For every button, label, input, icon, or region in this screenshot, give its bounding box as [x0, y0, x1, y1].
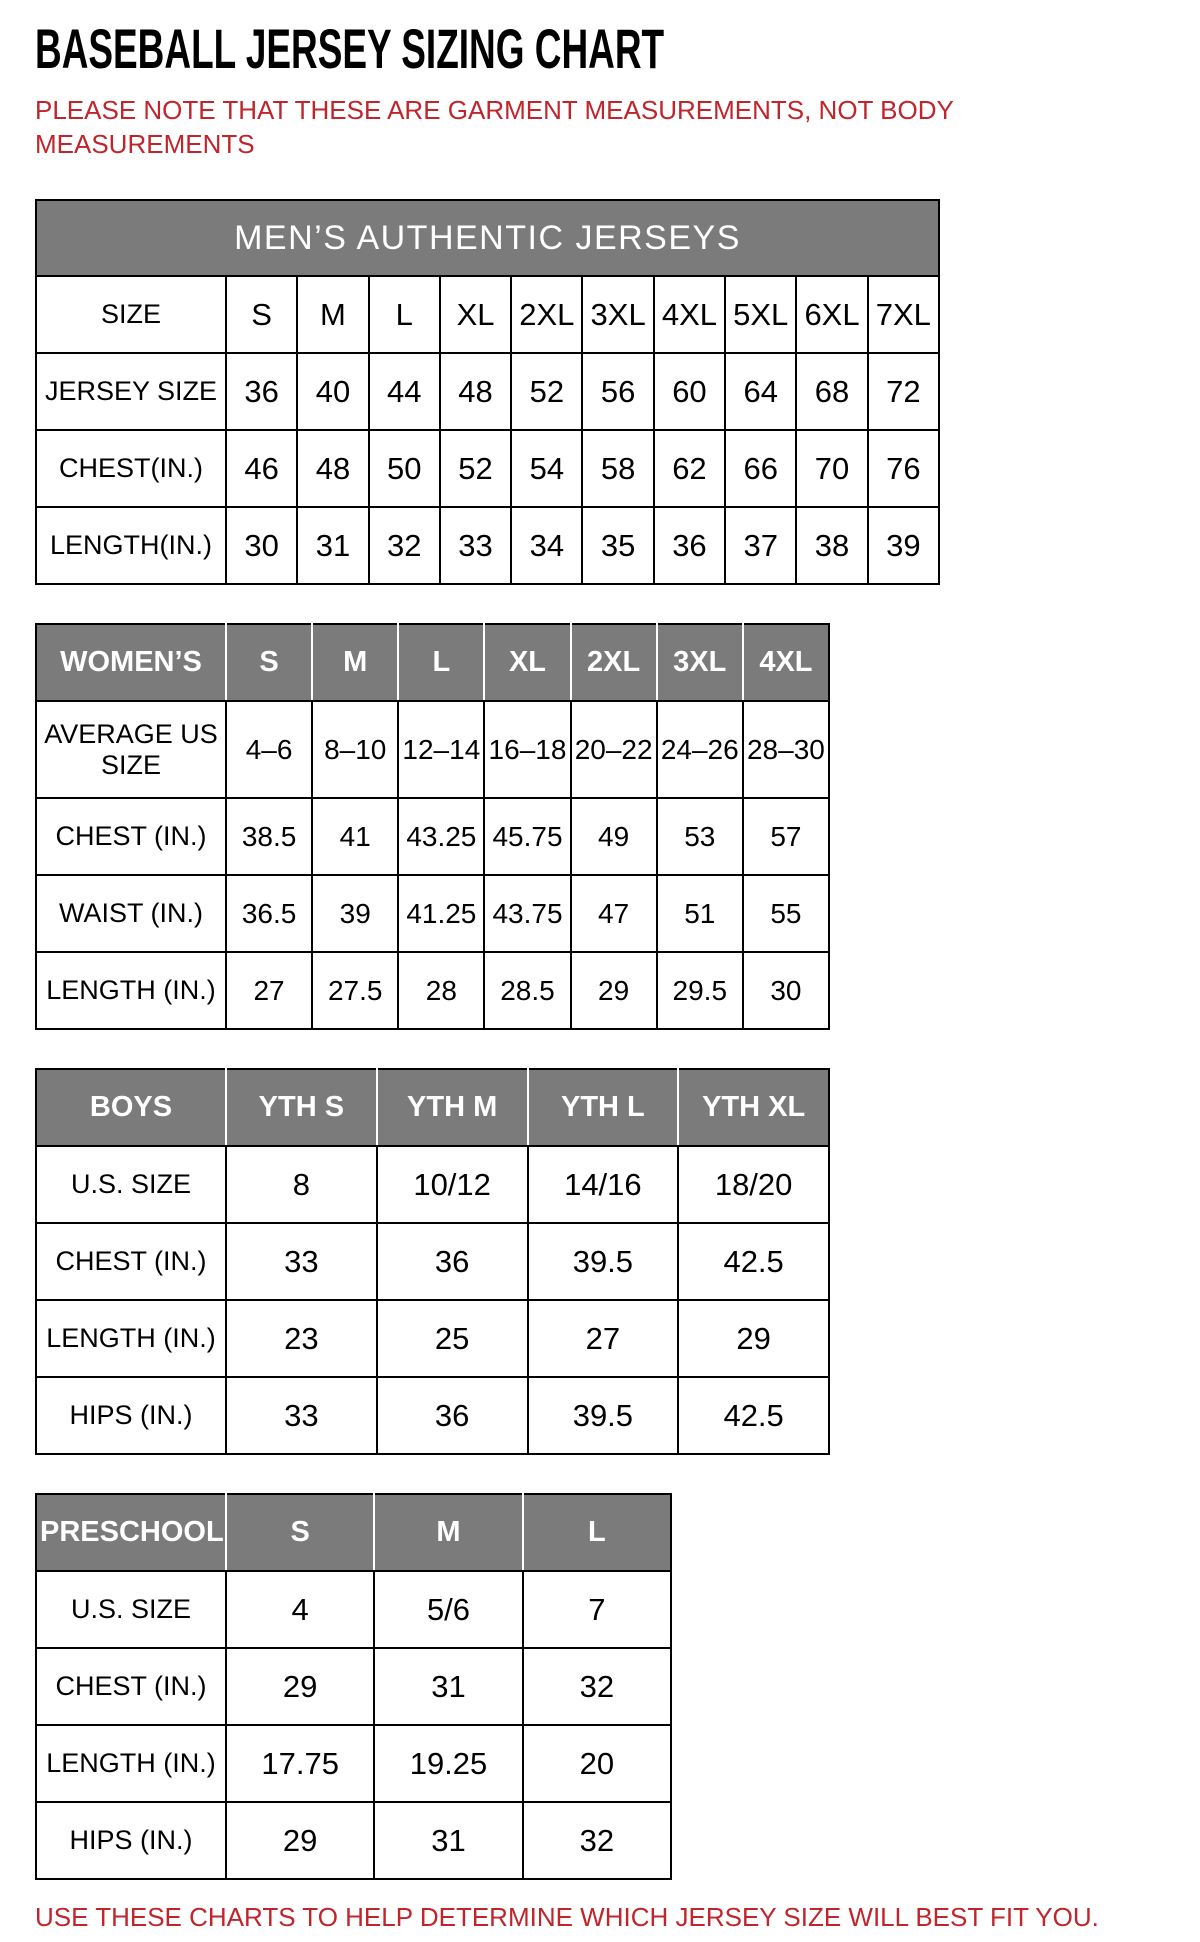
size-value-cell: 33: [440, 507, 511, 584]
size-value-cell: 27: [226, 952, 312, 1029]
column-header: 4XL: [743, 624, 829, 701]
size-value-cell: 32: [369, 507, 440, 584]
size-value-cell: 39: [868, 507, 939, 584]
size-value-cell: 36: [377, 1377, 528, 1454]
table-row: [36, 1300, 829, 1377]
column-header: YTH L: [528, 1069, 679, 1146]
row-label: CHEST(IN.): [36, 430, 226, 507]
size-value-cell: 4: [226, 1571, 374, 1648]
size-value-cell: 5/6: [374, 1571, 522, 1648]
size-value-cell: 8: [226, 1146, 377, 1223]
size-value-cell: 57: [743, 798, 829, 875]
size-value-cell: 48: [440, 353, 511, 430]
size-value-cell: 31: [297, 507, 368, 584]
table-title-cell: PRESCHOOL: [36, 1494, 226, 1571]
size-value-cell: 34: [511, 507, 582, 584]
preschool-table-body: [36, 1494, 671, 1879]
row-label: LENGTH (IN.): [36, 952, 226, 1029]
size-value-cell: 50: [369, 430, 440, 507]
size-value-cell: 6XL: [796, 276, 867, 353]
table-row: [36, 1223, 829, 1300]
size-value-cell: 54: [511, 430, 582, 507]
table-row: [36, 430, 939, 507]
size-value-cell: 45.75: [484, 798, 570, 875]
column-header: XL: [484, 624, 570, 701]
size-value-cell: 76: [868, 430, 939, 507]
size-value-cell: 36.5: [226, 875, 312, 952]
table-header-row: [36, 1069, 829, 1146]
size-value-cell: 29: [226, 1648, 374, 1725]
size-value-cell: 2XL: [511, 276, 582, 353]
size-value-cell: 18/20: [678, 1146, 829, 1223]
table-row: [36, 276, 939, 353]
column-header: M: [374, 1494, 522, 1571]
column-header: M: [312, 624, 398, 701]
size-value-cell: 28–30: [743, 701, 829, 798]
size-value-cell: 29: [571, 952, 657, 1029]
size-value-cell: 66: [725, 430, 796, 507]
row-label: AVERAGE US SIZE: [36, 701, 226, 798]
table-row: [36, 952, 829, 1029]
size-value-cell: 48: [297, 430, 368, 507]
size-value-cell: 56: [582, 353, 653, 430]
size-value-cell: 36: [377, 1223, 528, 1300]
size-value-cell: 29.5: [657, 952, 743, 1029]
column-header: YTH M: [377, 1069, 528, 1146]
size-value-cell: 36: [654, 507, 725, 584]
size-value-cell: 5XL: [725, 276, 796, 353]
size-value-cell: 37: [725, 507, 796, 584]
preschool-sizing-table: [35, 1493, 672, 1880]
row-label: CHEST (IN.): [36, 1648, 226, 1725]
column-header: YTH S: [226, 1069, 377, 1146]
row-label: WAIST (IN.): [36, 875, 226, 952]
table-row: [36, 1377, 829, 1454]
fit-recommendation-note: USE THESE CHARTS TO HELP DETERMINE WHICH JERSEY SIZE WILL BEST FIT YOU.: [35, 1902, 1099, 1933]
size-value-cell: 31: [374, 1802, 522, 1879]
size-value-cell: 27: [528, 1300, 679, 1377]
size-value-cell: 44: [369, 353, 440, 430]
table-banner-row: [36, 200, 939, 276]
table-title-cell: WOMEN’S: [36, 624, 226, 701]
size-value-cell: 38.5: [226, 798, 312, 875]
size-value-cell: 49: [571, 798, 657, 875]
size-value-cell: 64: [725, 353, 796, 430]
size-value-cell: 33: [226, 1377, 377, 1454]
size-value-cell: 52: [511, 353, 582, 430]
table-banner: MEN’S AUTHENTIC JERSEYS: [36, 200, 939, 276]
garment-measurement-note: PLEASE NOTE THAT THESE ARE GARMENT MEASUREMENTS, NOT BODY MEASUREMENTS: [35, 94, 954, 160]
size-value-cell: 62: [654, 430, 725, 507]
size-value-cell: 33: [226, 1223, 377, 1300]
size-value-cell: 32: [523, 1802, 671, 1879]
size-value-cell: 58: [582, 430, 653, 507]
size-value-cell: 30: [226, 507, 297, 584]
size-value-cell: 23: [226, 1300, 377, 1377]
size-value-cell: 72: [868, 353, 939, 430]
table-row: [36, 1648, 671, 1725]
table-row: [36, 353, 939, 430]
size-value-cell: 7XL: [868, 276, 939, 353]
row-label: LENGTH(IN.): [36, 507, 226, 584]
size-value-cell: 10/12: [377, 1146, 528, 1223]
size-value-cell: 55: [743, 875, 829, 952]
row-label: HIPS (IN.): [36, 1802, 226, 1879]
size-value-cell: M: [297, 276, 368, 353]
column-header: 2XL: [571, 624, 657, 701]
size-value-cell: 68: [796, 353, 867, 430]
sizing-chart-page: [35, 17, 1165, 1933]
size-value-cell: 32: [523, 1648, 671, 1725]
size-value-cell: 60: [654, 353, 725, 430]
size-value-cell: 42.5: [678, 1223, 829, 1300]
boys-table-body: [36, 1069, 829, 1454]
row-label: LENGTH (IN.): [36, 1725, 226, 1802]
column-header: 3XL: [657, 624, 743, 701]
size-value-cell: 39: [312, 875, 398, 952]
size-value-cell: 4XL: [654, 276, 725, 353]
size-value-cell: S: [226, 276, 297, 353]
column-header: YTH XL: [678, 1069, 829, 1146]
size-value-cell: 8–10: [312, 701, 398, 798]
row-label: JERSEY SIZE: [36, 353, 226, 430]
size-value-cell: 19.25: [374, 1725, 522, 1802]
size-value-cell: 4–6: [226, 701, 312, 798]
size-value-cell: L: [369, 276, 440, 353]
table-row: [36, 1725, 671, 1802]
size-value-cell: 28: [398, 952, 484, 1029]
size-value-cell: 30: [743, 952, 829, 1029]
size-value-cell: 43.25: [398, 798, 484, 875]
column-header: S: [226, 624, 312, 701]
table-header-row: [36, 624, 829, 701]
size-value-cell: 41: [312, 798, 398, 875]
size-value-cell: 70: [796, 430, 867, 507]
size-value-cell: 35: [582, 507, 653, 584]
size-value-cell: 7: [523, 1571, 671, 1648]
size-value-cell: 40: [297, 353, 368, 430]
size-value-cell: 25: [377, 1300, 528, 1377]
page-title: BASEBALL JERSEY SIZING CHART: [35, 17, 665, 80]
boys-sizing-table: [35, 1068, 830, 1455]
table-header-row: [36, 1494, 671, 1571]
size-value-cell: 42.5: [678, 1377, 829, 1454]
table-row: [36, 798, 829, 875]
size-value-cell: 17.75: [226, 1725, 374, 1802]
mens-authentic-jerseys-table: [35, 199, 940, 585]
table-row: [36, 1802, 671, 1879]
size-value-cell: 16–18: [484, 701, 570, 798]
size-value-cell: 20: [523, 1725, 671, 1802]
mens-table-body: [36, 200, 939, 584]
size-value-cell: 52: [440, 430, 511, 507]
size-value-cell: 12–14: [398, 701, 484, 798]
size-value-cell: 51: [657, 875, 743, 952]
size-value-cell: 53: [657, 798, 743, 875]
size-value-cell: 36: [226, 353, 297, 430]
size-value-cell: 39.5: [528, 1377, 679, 1454]
size-value-cell: XL: [440, 276, 511, 353]
column-header: L: [523, 1494, 671, 1571]
size-value-cell: 24–26: [657, 701, 743, 798]
table-row: [36, 507, 939, 584]
table-row: [36, 701, 829, 798]
row-label: HIPS (IN.): [36, 1377, 226, 1454]
size-value-cell: 14/16: [528, 1146, 679, 1223]
size-value-cell: 43.75: [484, 875, 570, 952]
size-value-cell: 29: [226, 1802, 374, 1879]
row-label: CHEST (IN.): [36, 1223, 226, 1300]
column-header: S: [226, 1494, 374, 1571]
row-label: CHEST (IN.): [36, 798, 226, 875]
row-label: SIZE: [36, 276, 226, 353]
size-value-cell: 41.25: [398, 875, 484, 952]
column-header: L: [398, 624, 484, 701]
size-value-cell: 47: [571, 875, 657, 952]
size-value-cell: 31: [374, 1648, 522, 1725]
table-row: [36, 1146, 829, 1223]
size-value-cell: 29: [678, 1300, 829, 1377]
table-title-cell: BOYS: [36, 1069, 226, 1146]
womens-sizing-table: [35, 623, 830, 1030]
row-label: U.S. SIZE: [36, 1571, 226, 1648]
womens-table-body: [36, 624, 829, 1029]
size-value-cell: 38: [796, 507, 867, 584]
table-row: [36, 1571, 671, 1648]
size-value-cell: 28.5: [484, 952, 570, 1029]
size-value-cell: 39.5: [528, 1223, 679, 1300]
size-value-cell: 27.5: [312, 952, 398, 1029]
table-row: [36, 875, 829, 952]
size-value-cell: 20–22: [571, 701, 657, 798]
size-value-cell: 46: [226, 430, 297, 507]
row-label: U.S. SIZE: [36, 1146, 226, 1223]
size-value-cell: 3XL: [582, 276, 653, 353]
row-label: LENGTH (IN.): [36, 1300, 226, 1377]
